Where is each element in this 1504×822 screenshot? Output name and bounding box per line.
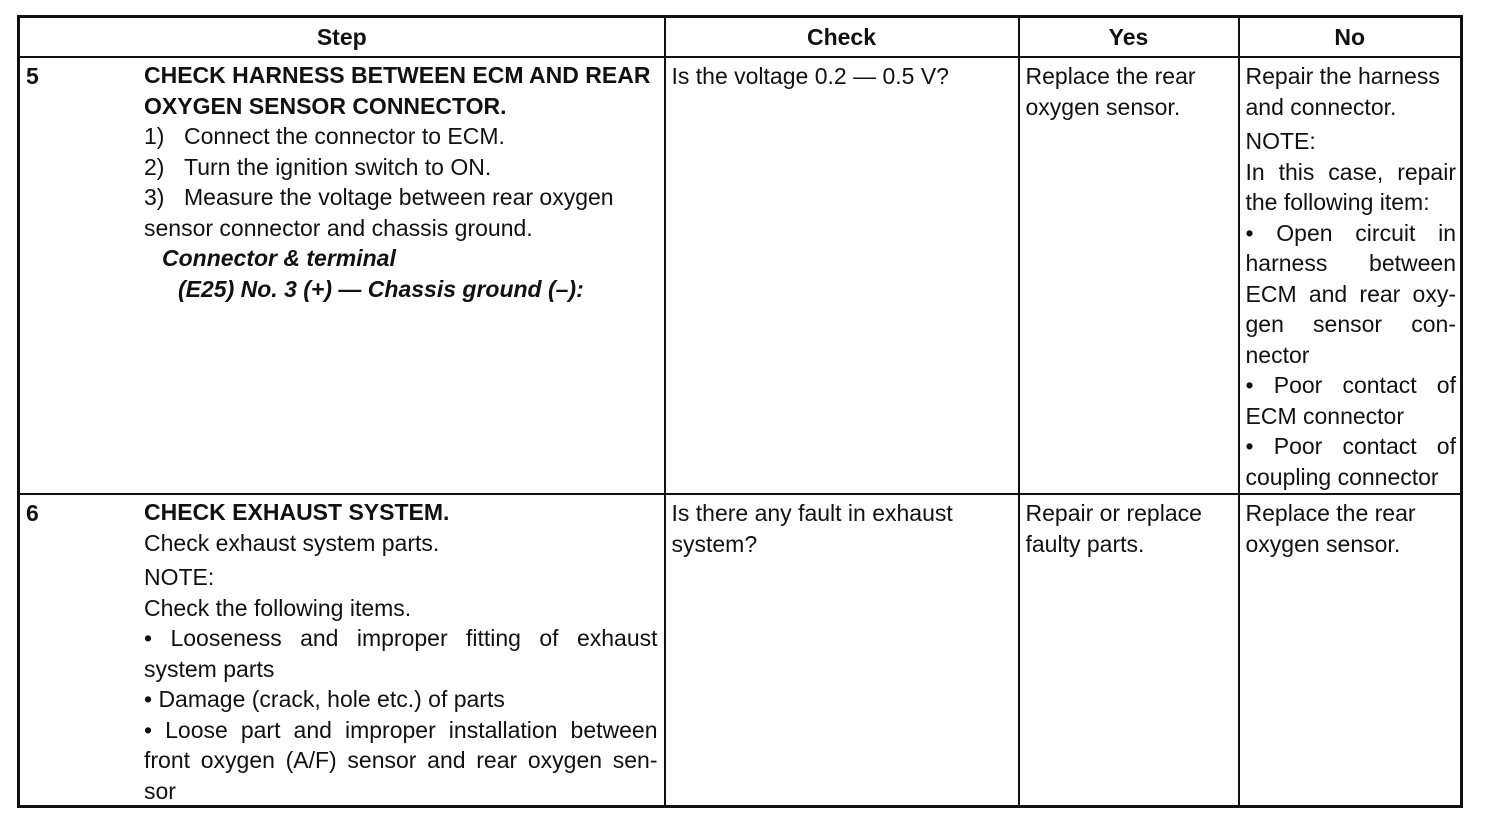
no-text: Repair the harness and connector. <box>1245 63 1440 120</box>
check-text: Is there any fault in exhaust system? <box>671 500 953 557</box>
step-text: Connect the connector to ECM. <box>184 123 505 149</box>
step-index: 2) <box>144 153 165 180</box>
step-body <box>144 60 658 304</box>
header-yes: Yes <box>1019 17 1239 58</box>
bullet-item: • Looseness and improper fitting of exhaust system parts <box>144 625 658 682</box>
diagnostic-table <box>17 15 1463 808</box>
step-number: 6 <box>26 500 39 526</box>
step-title: CHECK HARNESS BETWEEN ECM AND REAR OXYGEN SENSOR CONNECTOR. <box>144 62 651 119</box>
note-label: NOTE: <box>144 564 215 590</box>
procedure-step <box>144 182 658 243</box>
bullet-item: • Loose part and improper installation between front oxygen (A/F) sensor and rear oxygen sen-sor <box>144 716 658 804</box>
note-intro: In this case, repair the following item: <box>1245 158 1456 215</box>
step-line: Check exhaust system parts. <box>144 529 440 556</box>
table-row <box>19 494 1462 806</box>
header-no: No <box>1239 17 1462 58</box>
no-cell <box>1239 494 1462 806</box>
no-body <box>1240 58 1461 492</box>
spec-value: (E25) No. 3 (+) — Chassis ground (–): <box>178 275 584 302</box>
bullet-item: • Damage (crack, hole etc.) of parts <box>144 686 505 712</box>
bullet-item: • Poor contact of coupling connector <box>1245 433 1456 490</box>
step-cell <box>19 57 665 494</box>
bullet-item: • Open circuit in harness between ECM and rear oxy-gen sensor con-nector <box>1245 219 1456 368</box>
no-cell <box>1239 57 1462 494</box>
step-index: 1) <box>144 123 165 149</box>
check-cell <box>665 57 1019 494</box>
step-text: Turn the ignition switch to ON. <box>184 153 492 180</box>
step-text: Measure the voltage between rear oxygen sensor connector and chassis ground. <box>144 184 614 241</box>
header-step: Step <box>19 17 665 58</box>
check-cell <box>665 494 1019 806</box>
note-label: NOTE: <box>1245 128 1316 154</box>
yes-text: Replace the rear oxygen sensor. <box>1025 63 1196 120</box>
step-title: CHECK EXHAUST SYSTEM. <box>144 499 450 525</box>
yes-cell <box>1019 494 1239 806</box>
procedure-step <box>144 121 658 152</box>
note-intro: Check the following items. <box>144 594 412 621</box>
header-check: Check <box>665 17 1019 58</box>
yes-text: Repair or replace faulty parts. <box>1025 500 1202 557</box>
step-cell <box>19 494 665 806</box>
step-body <box>144 497 658 806</box>
procedure-step <box>144 152 658 183</box>
check-text: Is the voltage 0.2 — 0.5 V? <box>671 63 949 89</box>
yes-cell <box>1019 57 1239 494</box>
table-row <box>19 57 1462 494</box>
no-text: Replace the rear oxygen sensor. <box>1245 500 1416 557</box>
bullet-item: • Poor contact of ECM connector <box>1245 372 1456 429</box>
header-row <box>19 17 1462 58</box>
spec-label: Connector & terminal <box>162 245 396 271</box>
step-index: 3) <box>144 184 165 210</box>
step-number: 5 <box>26 63 39 89</box>
